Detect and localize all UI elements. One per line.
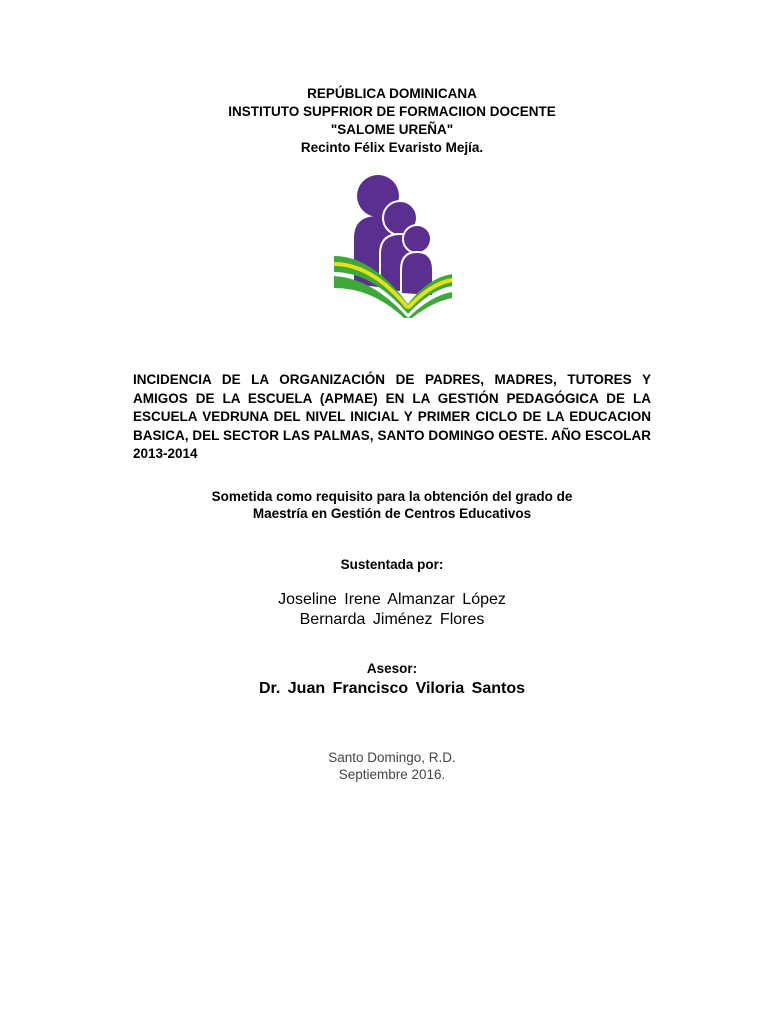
institute-line: INSTITUTO SUPFRIOR DE FORMACIION DOCENTE: [228, 104, 556, 119]
family-book-logo-icon: [332, 172, 454, 318]
submission-statement: [0, 488, 768, 522]
institution-header: [0, 85, 768, 157]
place-and-date: [0, 749, 768, 783]
submission-line-2: Maestría en Gestión de Centros Educativos: [252, 506, 532, 521]
submission-line-1: Sometida como requisito para la obtención del grado de: [211, 489, 573, 504]
advisor-label: Asesor:: [366, 661, 418, 676]
advisor-name: Dr. Juan Francisco Viloria Santos: [258, 680, 525, 697]
campus-line: Recinto Félix Evaristo Mejía.: [300, 140, 484, 155]
thesis-title: INCIDENCIA DE LA ORGANIZACIÓN DE PADRES, MADRES, TUTORES Y AMIGOS DE LA ESCUELA (APMAE) EN LA GESTIÓN PEDAGÓGICA DE LA ESCUELA VEDRUNA DEL NIVEL INICIAL Y PRIMER CICLO DE LA EDUCACION BASICA, DEL SECTOR LAS PALMAS, SANTO DOMINGO OESTE. AÑO ESCOLAR 2013-2014: [133, 372, 651, 461]
author-name: Joseline Irene Almanzar López: [278, 591, 506, 608]
authors-list: [0, 590, 768, 630]
presented-by-label: Sustentada por:: [340, 557, 444, 572]
country-line: REPÚBLICA DOMINICANA: [307, 86, 477, 101]
author-name: Bernarda Jiménez Flores: [299, 611, 485, 628]
date-line: Septiembre 2016.: [338, 767, 446, 782]
place-line: Santo Domingo, R.D.: [328, 750, 456, 765]
institute-name-line: "SALOME UREÑA": [330, 122, 454, 137]
